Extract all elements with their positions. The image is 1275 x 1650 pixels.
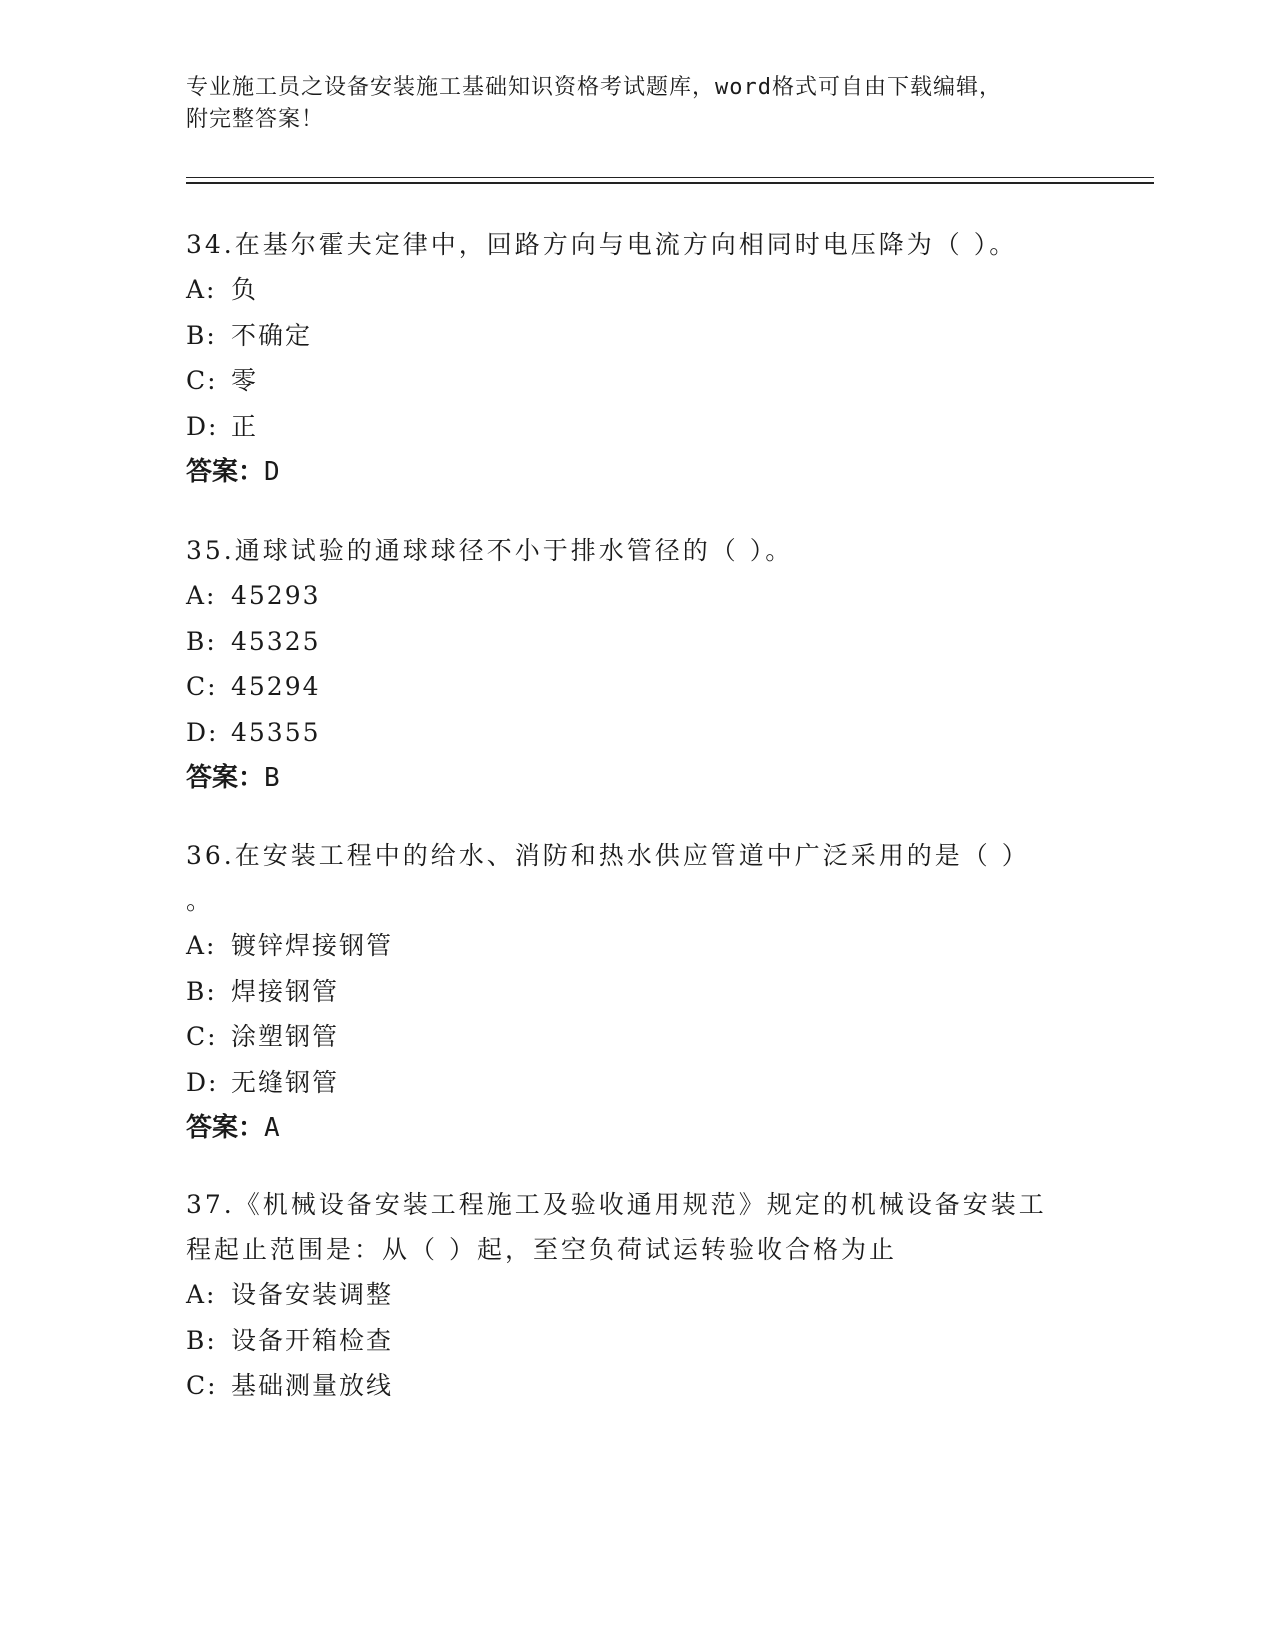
option-a [186, 267, 1086, 313]
option-key: B: [186, 1325, 217, 1355]
option-key: D: [186, 717, 219, 747]
question-stem-continued: 程起止范围是：从（ ）起，至空负荷试运转验收合格为止 [186, 1235, 897, 1264]
answer-label: 答案： [186, 457, 265, 487]
question-stem: 37.《机械设备安装工程施工及验收通用规范》规定的机械设备安装工 [186, 1190, 1047, 1219]
option-b [186, 1318, 1086, 1364]
option-text: 设备安装调整 [231, 1280, 394, 1309]
question-35 [186, 528, 1086, 801]
option-key: A: [186, 1280, 217, 1309]
option-key: B: [186, 626, 217, 656]
answer-line [186, 755, 1086, 801]
option-text: 零 [231, 366, 259, 395]
option-key: C: [186, 1371, 218, 1400]
question-34 [186, 222, 1086, 495]
option-key: A: [186, 275, 217, 304]
option-text: 无缝钢管 [231, 1067, 340, 1097]
answer-label: 答案： [186, 763, 265, 793]
answer-line [186, 449, 1086, 495]
question-stem: 35.通球试验的通球球径不小于排水管径的（ ）。 [186, 536, 794, 565]
answer-label: 答案： [186, 1113, 265, 1143]
option-b [186, 619, 1086, 665]
option-c [186, 664, 1086, 710]
header-divider-thin [186, 177, 1154, 178]
option-d [186, 710, 1086, 756]
option-text: 负 [231, 275, 259, 304]
question-stem-continued: 。 [186, 886, 215, 915]
question-36 [186, 833, 1086, 1151]
header-line-1: 专业施工员之设备安装施工基础知识资格考试题库，word格式可自由下载编辑， [186, 75, 1002, 100]
answer-value: D [264, 457, 280, 487]
option-text: 45294 [231, 672, 321, 701]
option-c [186, 358, 1086, 404]
option-key: C: [186, 366, 218, 395]
header-divider-thick [186, 182, 1154, 184]
question-stem: 36.在安装工程中的给水、消防和热水供应管道中广泛采用的是（ ） [186, 841, 1030, 870]
answer-value: B [264, 763, 280, 793]
option-text: 焊接钢管 [231, 976, 340, 1006]
option-a [186, 923, 1086, 969]
document-header [186, 72, 1086, 136]
option-text: 涂塑钢管 [231, 1022, 340, 1051]
answer-line [186, 1105, 1086, 1151]
option-b [186, 969, 1086, 1015]
option-a [186, 573, 1086, 619]
option-text: 镀锌焊接钢管 [231, 931, 394, 960]
option-text: 正 [231, 411, 259, 441]
option-text: 不确定 [231, 320, 313, 350]
option-d [186, 404, 1086, 450]
option-d [186, 1060, 1086, 1106]
option-text: 45293 [231, 581, 321, 610]
option-b [186, 313, 1086, 359]
answer-value: A [264, 1113, 280, 1143]
option-a [186, 1272, 1086, 1318]
option-text: 基础测量放线 [231, 1371, 394, 1400]
option-c [186, 1014, 1086, 1060]
option-key: C: [186, 1022, 218, 1051]
option-key: A: [186, 581, 217, 610]
option-c [186, 1363, 1086, 1409]
option-key: D: [186, 1067, 219, 1097]
question-37 [186, 1182, 1086, 1409]
option-key: D: [186, 411, 219, 441]
header-line-2: 附完整答案！ [186, 107, 325, 132]
option-text: 45325 [231, 626, 321, 656]
option-key: B: [186, 320, 217, 350]
option-key: B: [186, 976, 217, 1006]
option-text: 设备开箱检查 [231, 1325, 394, 1355]
option-key: A: [186, 931, 217, 960]
question-stem: 34.在基尔霍夫定律中，回路方向与电流方向相同时电压降为（ ）。 [186, 230, 1018, 259]
option-text: 45355 [231, 717, 321, 747]
option-key: C: [186, 672, 218, 701]
